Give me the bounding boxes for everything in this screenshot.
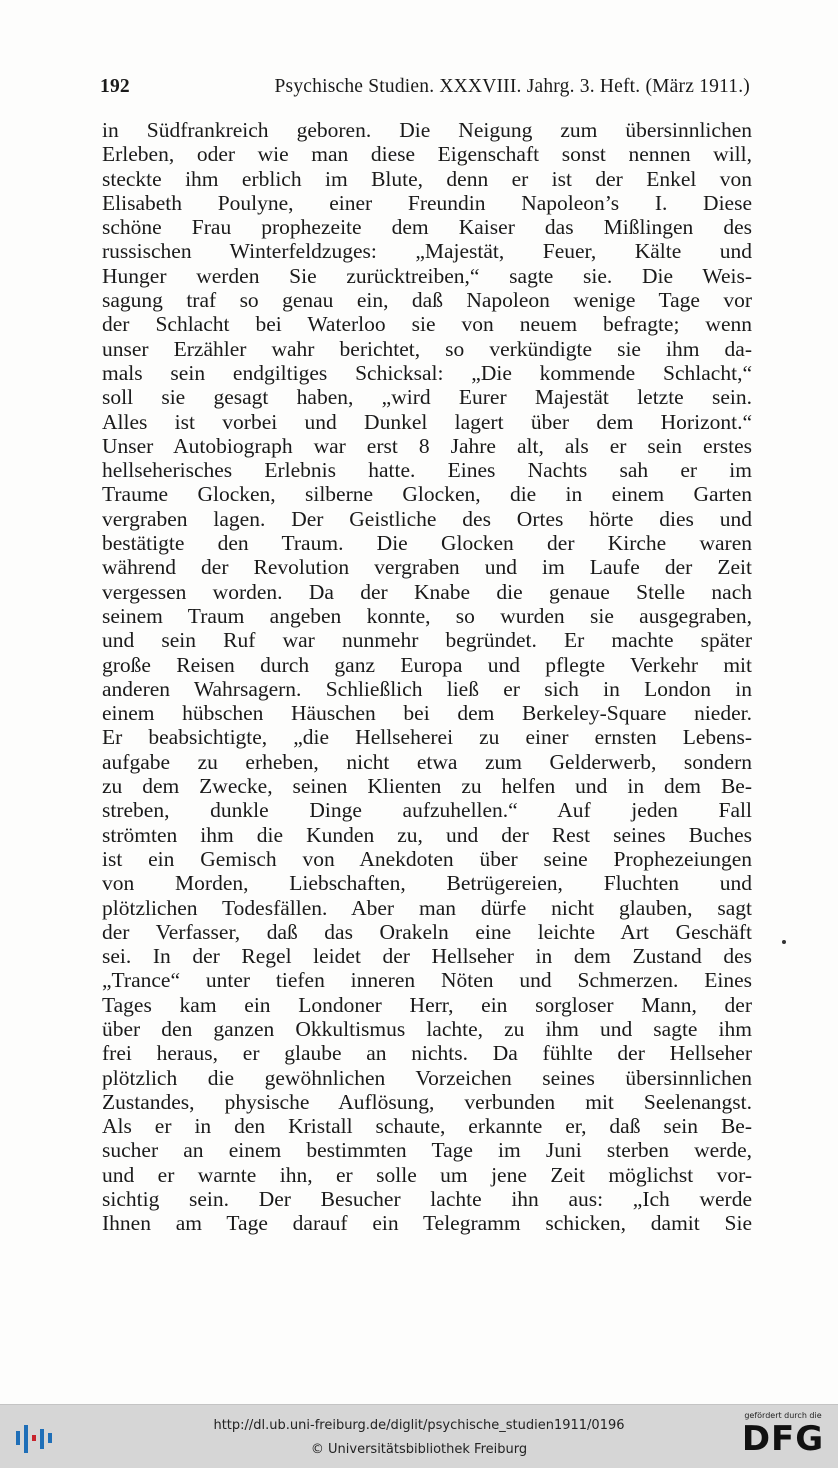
text-line: zu dem Zwecke, seinen Klienten zu helfen und in dem Be- [102, 774, 752, 799]
text-line: strömten ihm die Kunden zu, und der Rest seines Buches [102, 822, 752, 847]
text-line: frei heraus, er glaube an nichts. Da fühlte der Hellseher [102, 1041, 752, 1066]
text-line: russischen Winterfeldzuges: „Majestät, Feuer, Kälte und [102, 239, 752, 264]
text-line: unser Erzähler wahr berichtet, so verkündigte sie ihm da- [102, 336, 752, 361]
page-header [100, 76, 750, 98]
text-line: ist ein Gemisch von Anekdoten über seine Prophezeiungen [102, 846, 752, 871]
text-line: hellseherisches Erlebnis hatte. Eines Nachts sah er im [102, 458, 752, 483]
text-line: soll sie gesagt haben, „wird Eurer Majestät letzte sein. [102, 385, 752, 410]
text-line: Hunger werden Sie zurücktreiben,“ sagte sie. Die Weis- [102, 263, 752, 288]
page-number: 192 [100, 76, 130, 97]
text-line: sagung traf so genau ein, daß Napoleon wenige Tage vor [102, 288, 752, 313]
text-line: Er beabsichtigte, „die Hellseherei zu einer ernsten Lebens- [102, 725, 752, 750]
text-line: „Trance“ unter tiefen inneren Nöten und Schmerzen. Eines [102, 968, 752, 993]
viewer-footer [0, 1404, 838, 1468]
text-line: bestätigte den Traum. Die Glocken der Kirche waren [102, 531, 752, 556]
dfg-logo [740, 1411, 826, 1463]
text-line: und er warnte ihn, er solle um jene Zeit möglichst vor- [102, 1162, 752, 1187]
body-text [102, 118, 752, 1236]
text-line: mals sein endgiltiges Schicksal: „Die kommende Schlacht,“ [102, 360, 752, 385]
text-line: Zustandes, physische Auflösung, verbunden mit Seelenangst. [102, 1089, 752, 1114]
text-line: über den ganzen Okkultismus lachte, zu ihm und sagte ihm [102, 1016, 752, 1041]
text-line: Unser Autobiograph war erst 8 Jahre alt, als er sein erstes [102, 433, 752, 458]
text-line: Tages kam ein Londoner Herr, ein sorgloser Mann, der [102, 992, 752, 1017]
text-line: streben, dunkle Dinge aufzuhellen.“ Auf jeden Fall [102, 798, 752, 823]
text-line: sei. In der Regel leidet der Hellseher in dem Zustand des [102, 944, 752, 969]
sponsor-caption: gefördert durch die [744, 1411, 822, 1420]
permalink[interactable]: http://dl.ub.uni-freiburg.de/diglit/psychische_studien1911/0196 [213, 1418, 625, 1433]
text-line: von Morden, Liebschaften, Betrügereien, Fluchten und [102, 871, 752, 896]
text-line: der Verfasser, daß das Orakeln eine leichte Art Geschäft [102, 919, 752, 944]
margin-mark [782, 940, 786, 944]
copyright-notice: © Universitätsbibliothek Freiburg [310, 1442, 528, 1457]
text-line: Als er in den Kristall schaute, erkannte er, daß sein Be- [102, 1114, 752, 1139]
text-line: sucher an einem bestimmten Tage im Juni sterben werde, [102, 1138, 752, 1163]
text-line: plötzlich die gewöhnlichen Vorzeichen seines übersinnlichen [102, 1065, 752, 1090]
text-line: während der Revolution vergraben und im Laufe der Zeit [102, 555, 752, 580]
text-line: sichtig sein. Der Besucher lachte ihn aus: „Ich werde [102, 1187, 752, 1212]
text-line: schöne Frau prophezeite dem Kaiser das Mißlingen des [102, 215, 752, 240]
text-line: Ihnen am Tage darauf ein Telegramm schicken, damit Sie [102, 1211, 752, 1236]
text-line: aufgabe zu erheben, nicht etwa zum Gelderwerb, sondern [102, 749, 752, 774]
text-line: Traume Glocken, silberne Glocken, die in einem Garten [102, 482, 752, 507]
text-line: vergessen worden. Da der Knabe die genaue Stelle nach [102, 579, 752, 604]
text-line: in Südfrankreich geboren. Die Neigung zum übersinnlichen [102, 118, 752, 142]
text-line: der Schlacht bei Waterloo sie von neuem befragte; wenn [102, 312, 752, 337]
text-line: vergraben lagen. Der Geistliche des Ortes hörte dies und [102, 506, 752, 531]
text-line: anderen Wahrsagern. Schließlich ließ er sich in London in [102, 676, 752, 701]
text-line: seinem Traum angeben konnte, so wurden sie ausgegraben, [102, 603, 752, 628]
text-line: Elisabeth Poulyne, einer Freundin Napoleon’s I. Diese [102, 190, 752, 215]
text-line: einem hübschen Häuschen bei dem Berkeley-Square nieder. [102, 701, 752, 726]
text-line: Erleben, oder wie man diese Eigenschaft sonst nennen will, [102, 142, 752, 167]
running-title: Psychische Studien. XXXVIII. Jahrg. 3. Heft. (März 1911.) [274, 76, 750, 97]
text-line: steckte ihm erblich im Blute, denn er ist der Enkel von [102, 166, 752, 191]
text-line: plötzlichen Todesfällen. Aber man dürfe nicht glauben, sagt [102, 895, 752, 920]
text-line: Alles ist vorbei und Dunkel lagert über dem Horizont.“ [102, 409, 752, 434]
dfg-wordmark: DFG [741, 1419, 825, 1459]
text-line: große Reisen durch ganz Europa und pflegte Verkehr mit [102, 652, 752, 677]
text-line: und sein Ruf war nunmehr begründet. Er machte später [102, 628, 752, 653]
